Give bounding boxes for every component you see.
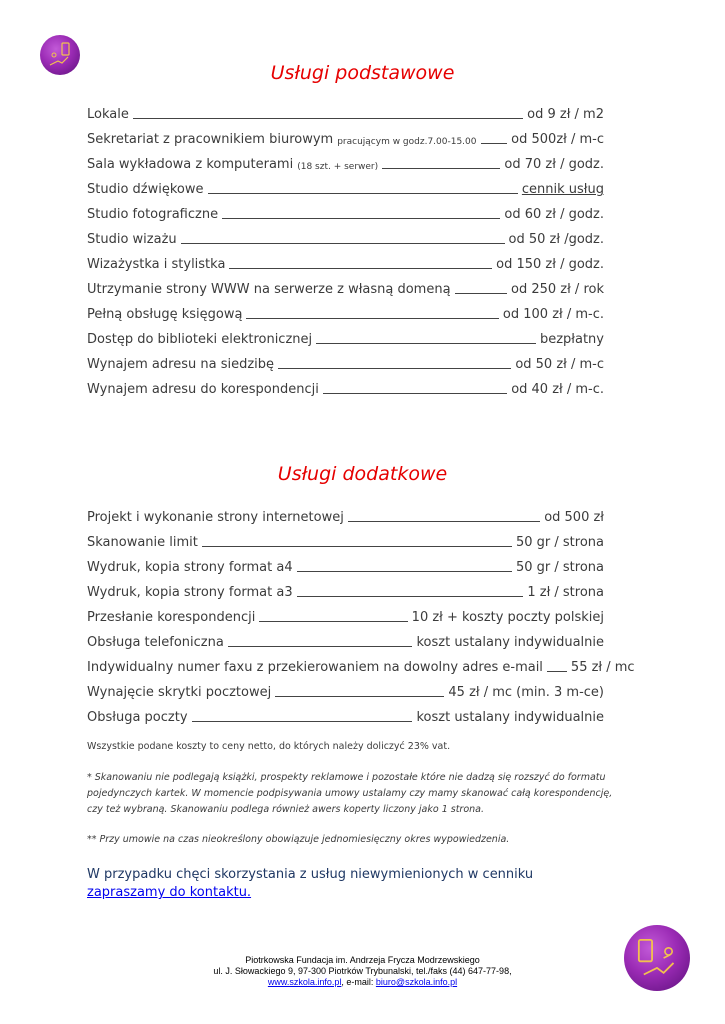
service-row bbox=[87, 500, 604, 525]
additional-services-list bbox=[87, 500, 635, 725]
service-label: Studio wizażu bbox=[87, 232, 177, 247]
dotted-leader bbox=[382, 168, 500, 169]
service-row bbox=[87, 222, 604, 247]
service-price[interactable]: cennik usług bbox=[521, 182, 604, 197]
contact-link[interactable]: zapraszamy do kontaktu. bbox=[87, 885, 252, 900]
service-row bbox=[87, 247, 604, 272]
dotted-leader bbox=[222, 218, 500, 219]
dotted-leader bbox=[229, 268, 492, 269]
service-price: 10 zł + koszty poczty polskiej bbox=[411, 610, 604, 625]
service-row bbox=[87, 625, 604, 650]
service-price: od 250 zł / rok bbox=[511, 282, 604, 297]
dotted-leader bbox=[246, 318, 498, 319]
dotted-leader bbox=[202, 546, 512, 547]
service-price: od 500zł / m-c bbox=[511, 132, 604, 147]
service-label: Lokale bbox=[87, 107, 129, 122]
footer-contacts bbox=[150, 977, 575, 988]
service-price: od 60 zł / godz. bbox=[504, 207, 604, 222]
scan-note: * Skanowaniu nie podlegają książki, prospekty reklamowe i pozostałe które nie dadzą się rozszyć do formatu pojedynczych kartek. W momencie podpisywania umowy ustalamy czy mamy skanować całą korespondencję, czy też wybraną. Skanowaniu podlega również awers koperty liczony jako 1 strona. bbox=[87, 772, 613, 815]
service-price: od 150 zł / godz. bbox=[496, 257, 604, 272]
service-row bbox=[87, 525, 604, 550]
service-row bbox=[87, 600, 604, 625]
contact-text: W przypadku chęci skorzystania z usług niewymienionych w cenniku bbox=[87, 867, 534, 882]
service-price: od 70 zł / godz. bbox=[504, 157, 604, 172]
service-price: koszt ustalany indywidualnie bbox=[416, 635, 604, 650]
service-label: Projekt i wykonanie strony internetowej bbox=[87, 510, 344, 525]
foundation-logo-icon bbox=[624, 925, 690, 991]
footer-email-link[interactable]: biuro@szkola.info.pl bbox=[375, 977, 458, 987]
service-label: Skanowanie limit bbox=[87, 535, 198, 550]
service-label: Obsługa poczty bbox=[87, 710, 188, 725]
service-price: od 500 zł bbox=[544, 510, 604, 525]
dotted-leader bbox=[275, 696, 444, 697]
service-price: 55 zł / mc bbox=[570, 660, 635, 675]
service-label: Wydruk, kopia strony format a4 bbox=[87, 560, 293, 575]
service-price: 50 gr / strona bbox=[515, 560, 604, 575]
service-label: Wydruk, kopia strony format a3 bbox=[87, 585, 293, 600]
service-row bbox=[87, 675, 604, 700]
service-row bbox=[87, 97, 604, 122]
service-row bbox=[87, 575, 604, 600]
service-detail: (18 szt. + serwer) bbox=[297, 162, 379, 172]
dotted-leader bbox=[348, 521, 540, 522]
dotted-leader bbox=[208, 193, 518, 194]
footer bbox=[150, 955, 575, 988]
dotted-leader bbox=[481, 143, 508, 144]
service-label: Wynajęcie skrytki pocztowej bbox=[87, 685, 272, 700]
service-label: Przesłanie korespondencji bbox=[87, 610, 256, 625]
footer-website-link[interactable]: www.szkola.info.pl bbox=[267, 977, 342, 987]
service-row bbox=[87, 700, 604, 725]
dotted-leader bbox=[259, 621, 407, 622]
service-row bbox=[87, 650, 635, 675]
contact-paragraph bbox=[87, 866, 607, 902]
service-row bbox=[87, 322, 604, 347]
service-price: 1 zł / strona bbox=[527, 585, 604, 600]
service-row bbox=[87, 347, 604, 372]
service-row bbox=[87, 197, 604, 222]
dotted-leader bbox=[133, 118, 523, 119]
service-label: Wizażystka i stylistka bbox=[87, 257, 226, 272]
service-row bbox=[87, 550, 604, 575]
dotted-leader bbox=[181, 243, 505, 244]
service-row bbox=[87, 372, 604, 397]
dotted-leader bbox=[323, 393, 507, 394]
service-price: 50 gr / strona bbox=[515, 535, 604, 550]
dotted-leader bbox=[547, 671, 567, 672]
footer-email-label: , e-mail: bbox=[341, 977, 376, 987]
dotted-leader bbox=[316, 343, 536, 344]
service-label: Obsługa telefoniczna bbox=[87, 635, 224, 650]
service-detail: pracującym w godz.7.00-15.00 bbox=[337, 137, 477, 147]
dotted-leader bbox=[278, 368, 511, 369]
service-label: Dostęp do biblioteki elektronicznej bbox=[87, 332, 313, 347]
dotted-leader bbox=[192, 721, 413, 722]
contract-note: ** Przy umowie na czas nieokreślony obowiązuje jednomiesięczny okres wypowiedzenia. bbox=[87, 834, 510, 845]
basic-services-list bbox=[87, 97, 604, 397]
service-label: Wynajem adresu na siedzibę bbox=[87, 357, 275, 372]
service-price: od 50 zł /godz. bbox=[508, 232, 604, 247]
service-price: 45 zł / mc (min. 3 m-ce) bbox=[448, 685, 604, 700]
section-title-basic: Usługi podstawowe bbox=[270, 62, 455, 84]
footer-org-name: Piotrkowska Fundacja im. Andrzeja Frycza Modrzewskiego bbox=[245, 955, 480, 965]
service-price: od 100 zł / m-c. bbox=[502, 307, 604, 322]
service-row bbox=[87, 297, 604, 322]
dotted-leader bbox=[228, 646, 413, 647]
service-label: Studio dźwiękowe bbox=[87, 182, 204, 197]
service-price: koszt ustalany indywidualnie bbox=[416, 710, 604, 725]
service-label: Sekretariat z pracownikiem biurowym bbox=[87, 132, 334, 147]
section-title-additional: Usługi dodatkowe bbox=[277, 463, 448, 485]
dotted-leader bbox=[297, 596, 524, 597]
service-label: Utrzymanie strony WWW na serwerze z własną domeną bbox=[87, 282, 451, 297]
service-row bbox=[87, 272, 604, 297]
service-row bbox=[87, 172, 604, 197]
service-price: bezpłatny bbox=[539, 332, 604, 347]
service-price: od 50 zł / m-c bbox=[515, 357, 604, 372]
dotted-leader bbox=[455, 293, 507, 294]
footer-address: ul. J. Słowackiego 9, 97-300 Piotrków Trybunalski, tel./faks (44) 647-77-98, bbox=[213, 966, 512, 976]
dotted-leader bbox=[297, 571, 512, 572]
service-label: Studio fotograficzne bbox=[87, 207, 219, 222]
service-label: Indywidualny numer faxu z przekierowaniem na dowolny adres e-mail bbox=[87, 660, 543, 675]
service-row bbox=[87, 122, 604, 147]
service-price: od 40 zł / m-c. bbox=[511, 382, 604, 397]
service-label: Wynajem adresu do korespondencji bbox=[87, 382, 319, 397]
vat-note: Wszystkie podane koszty to ceny netto, do których należy doliczyć 23% vat. bbox=[87, 741, 451, 752]
service-label: Pełną obsługę księgową bbox=[87, 307, 243, 322]
service-label: Sala wykładowa z komputerami bbox=[87, 157, 294, 172]
service-price: od 9 zł / m2 bbox=[527, 107, 604, 122]
service-row bbox=[87, 147, 604, 172]
